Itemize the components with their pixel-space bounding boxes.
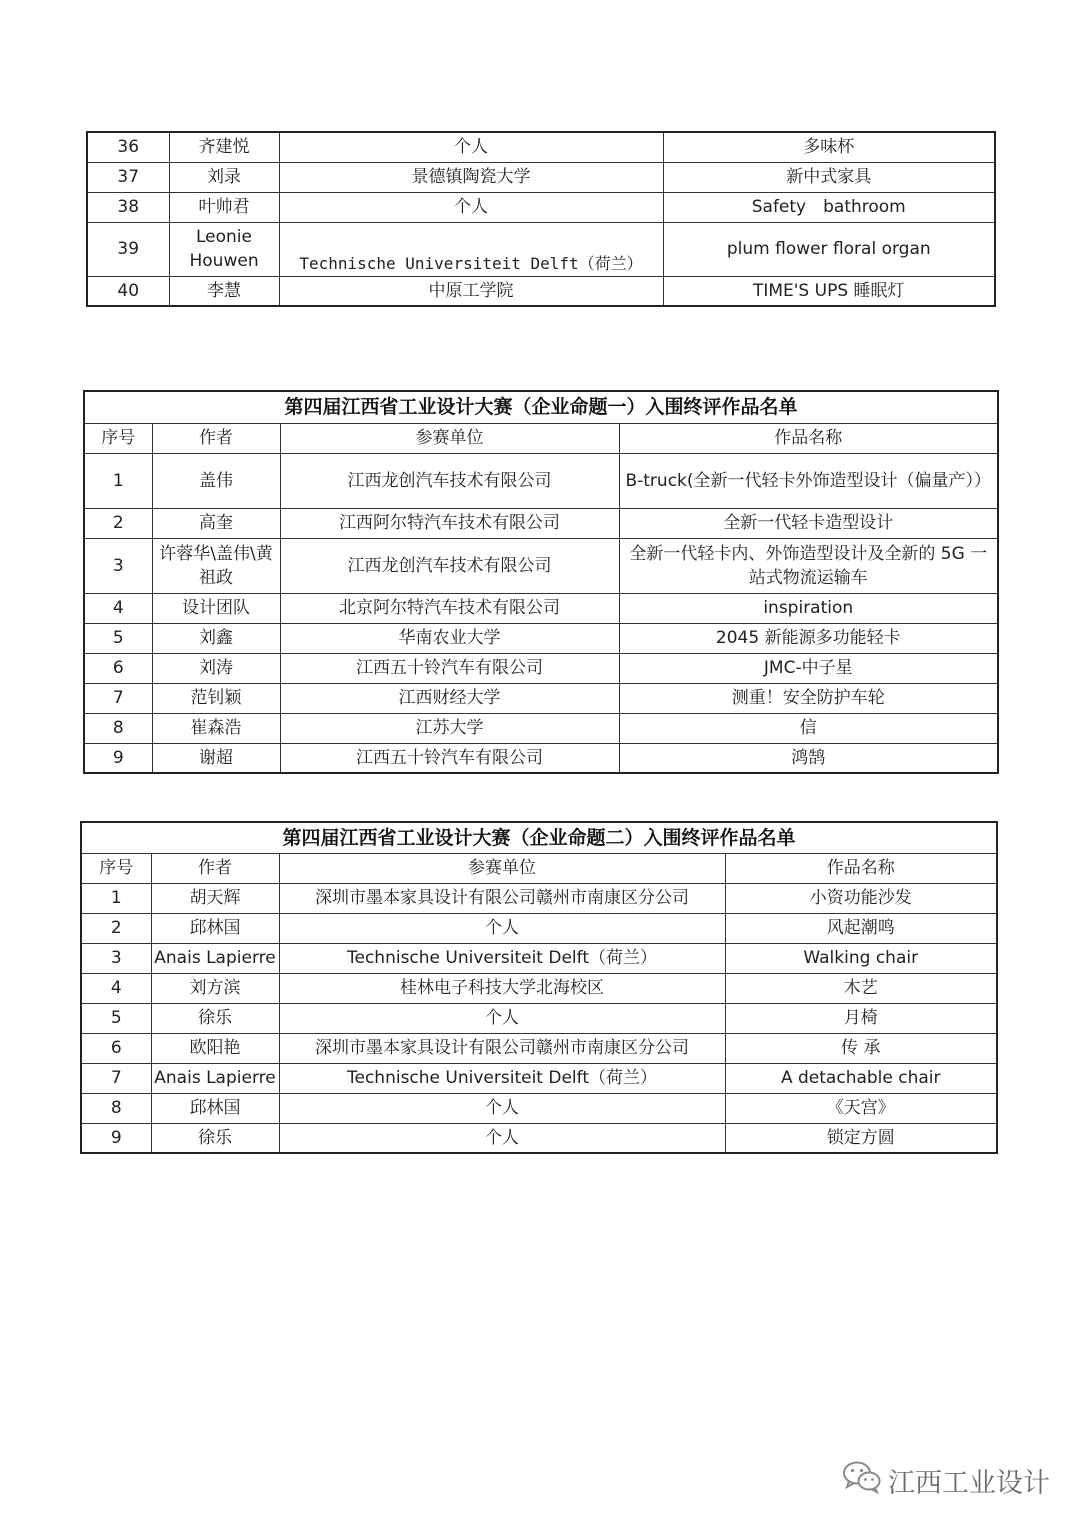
cell-work: 木艺 [725, 973, 997, 1003]
cell-unit: 江西财经大学 [280, 683, 619, 713]
cell-work: 风起潮鸣 [725, 913, 997, 943]
cell-no: 8 [81, 1093, 151, 1123]
cell-author: 刘录 [169, 162, 279, 192]
header-author: 作者 [152, 423, 280, 453]
cell-work: 新中式家具 [663, 162, 995, 192]
cell-work: 鸿鹄 [619, 743, 998, 773]
table-row [87, 192, 995, 222]
cell-unit: 深圳市墨本家具设计有限公司赣州市南康区分公司 [279, 883, 725, 913]
results-table-enterprise-1 [83, 390, 999, 774]
table-row [84, 508, 998, 538]
cell-author: 高奎 [152, 508, 280, 538]
header-unit: 参赛单位 [279, 853, 725, 883]
cell-unit: 江苏大学 [280, 713, 619, 743]
table-header-row [81, 853, 997, 883]
table-row [81, 943, 997, 973]
table-row [87, 222, 995, 276]
table-row [84, 683, 998, 713]
cell-author: 刘涛 [152, 653, 280, 683]
cell-author: 盖伟 [152, 453, 280, 508]
cell-no: 6 [84, 653, 152, 683]
cell-work: 小资功能沙发 [725, 883, 997, 913]
cell-no: 4 [81, 973, 151, 1003]
cell-work: B-truck(全新一代轻卡外饰造型设计（偏量产）） [619, 453, 998, 508]
cell-author: 徐乐 [151, 1003, 279, 1033]
cell-no: 1 [81, 883, 151, 913]
cell-author: Anais Lapierre [151, 1063, 279, 1093]
cell-author: 许蓉华\盖伟\黄祖政 [152, 538, 280, 593]
cell-work: plum flower floral organ [663, 222, 995, 276]
cell-no: 8 [84, 713, 152, 743]
cell-no: 40 [87, 276, 169, 306]
table-row [84, 623, 998, 653]
cell-work: 全新一代轻卡造型设计 [619, 508, 998, 538]
header-work: 作品名称 [619, 423, 998, 453]
table-row [87, 132, 995, 162]
cell-author: 谢超 [152, 743, 280, 773]
cell-unit: 江西龙创汽车技术有限公司 [280, 538, 619, 593]
table-head [81, 822, 997, 883]
table-title-row [84, 391, 998, 423]
cell-author: 齐建悦 [169, 132, 279, 162]
cell-unit: 个人 [279, 1003, 725, 1033]
cell-unit: 个人 [279, 1093, 725, 1123]
cell-no: 7 [84, 683, 152, 713]
table-body [84, 453, 998, 773]
cell-author: 胡天辉 [151, 883, 279, 913]
cell-work: inspiration [619, 593, 998, 623]
table-row [84, 743, 998, 773]
cell-author: 范钊颖 [152, 683, 280, 713]
cell-work: 传 承 [725, 1033, 997, 1063]
table-body [81, 883, 997, 1153]
cell-no: 2 [81, 913, 151, 943]
wechat-icon [842, 1460, 882, 1501]
table-row [81, 1003, 997, 1033]
cell-no: 9 [84, 743, 152, 773]
cell-work: TIME'S UPS 睡眠灯 [663, 276, 995, 306]
table-row [81, 1093, 997, 1123]
table-header-row [84, 423, 998, 453]
cell-author: 叶帅君 [169, 192, 279, 222]
cell-work: A detachable chair [725, 1063, 997, 1093]
table-row [87, 276, 995, 306]
cell-author: 崔森浩 [152, 713, 280, 743]
cell-work: 2045 新能源多功能轻卡 [619, 623, 998, 653]
cell-work: JMC-中子星 [619, 653, 998, 683]
cell-author: Anais Lapierre [151, 943, 279, 973]
table-row [81, 913, 997, 943]
cell-work: 全新一代轻卡内、外饰造型设计及全新的 5G 一站式物流运输车 [619, 538, 998, 593]
header-work: 作品名称 [725, 853, 997, 883]
cell-no: 3 [81, 943, 151, 973]
cell-unit: 江西五十铃汽车有限公司 [280, 653, 619, 683]
table-row [81, 973, 997, 1003]
cell-no: 9 [81, 1123, 151, 1153]
watermark-text: 江西工业设计 [888, 1467, 1050, 1499]
header-no: 序号 [84, 423, 152, 453]
cell-unit: 个人 [279, 132, 663, 162]
cell-author: 欧阳艳 [151, 1033, 279, 1063]
cell-unit: 个人 [279, 1123, 725, 1153]
cell-work: 多味杯 [663, 132, 995, 162]
cell-unit: 北京阿尔特汽车技术有限公司 [280, 593, 619, 623]
table-row [84, 538, 998, 593]
cell-author: 刘方滨 [151, 973, 279, 1003]
cell-work: Safety bathroom [663, 192, 995, 222]
cell-no: 5 [81, 1003, 151, 1033]
cell-work: 月椅 [725, 1003, 997, 1033]
header-no: 序号 [81, 853, 151, 883]
table-title: 第四届江西省工业设计大赛（企业命题二）入围终评作品名单 [81, 822, 997, 853]
cell-unit: 个人 [279, 913, 725, 943]
cell-unit: 深圳市墨本家具设计有限公司赣州市南康区分公司 [279, 1033, 725, 1063]
cell-author: 徐乐 [151, 1123, 279, 1153]
cell-unit: 中原工学院 [279, 276, 663, 306]
cell-author: 邱林国 [151, 913, 279, 943]
cell-work: 信 [619, 713, 998, 743]
table-row [84, 593, 998, 623]
results-table-continued [86, 131, 996, 307]
table-row [81, 1063, 997, 1093]
cell-no: 38 [87, 192, 169, 222]
cell-unit: Technische Universiteit Delft（荷兰） [279, 222, 663, 276]
cell-no: 3 [84, 538, 152, 593]
cell-no: 6 [81, 1033, 151, 1063]
cell-author: 李慧 [169, 276, 279, 306]
cell-unit: 江西龙创汽车技术有限公司 [280, 453, 619, 508]
cell-author: 邱林国 [151, 1093, 279, 1123]
watermark [842, 1460, 1050, 1500]
cell-work: 测重！安全防护车轮 [619, 683, 998, 713]
results-table-enterprise-2 [80, 821, 998, 1154]
cell-no: 7 [81, 1063, 151, 1093]
table-body [87, 132, 995, 306]
cell-no: 2 [84, 508, 152, 538]
header-author: 作者 [151, 853, 279, 883]
table-title: 第四届江西省工业设计大赛（企业命题一）入围终评作品名单 [84, 391, 998, 423]
cell-author: 设计团队 [152, 593, 280, 623]
cell-unit: Technische Universiteit Delft（荷兰） [279, 1063, 725, 1093]
cell-unit: 个人 [279, 192, 663, 222]
header-unit: 参赛单位 [280, 423, 619, 453]
cell-work: 锁定方圆 [725, 1123, 997, 1153]
cell-no: 5 [84, 623, 152, 653]
table-row [81, 883, 997, 913]
table-row [84, 453, 998, 508]
table-title-row [81, 822, 997, 853]
cell-no: 39 [87, 222, 169, 276]
table-row [87, 162, 995, 192]
cell-author: 刘鑫 [152, 623, 280, 653]
table-head [84, 391, 998, 453]
cell-unit: 桂林电子科技大学北海校区 [279, 973, 725, 1003]
cell-unit: 华南农业大学 [280, 623, 619, 653]
table-row [81, 1123, 997, 1153]
cell-unit: 景德镇陶瓷大学 [279, 162, 663, 192]
cell-unit: 江西阿尔特汽车技术有限公司 [280, 508, 619, 538]
table-row [84, 653, 998, 683]
cell-work: Walking chair [725, 943, 997, 973]
table-row [84, 713, 998, 743]
cell-no: 1 [84, 453, 152, 508]
cell-no: 37 [87, 162, 169, 192]
cell-no: 36 [87, 132, 169, 162]
cell-no: 4 [84, 593, 152, 623]
table-row [81, 1033, 997, 1063]
cell-unit: 江西五十铃汽车有限公司 [280, 743, 619, 773]
cell-unit: Technische Universiteit Delft（荷兰） [279, 943, 725, 973]
cell-work: 《天宫》 [725, 1093, 997, 1123]
cell-author: Leonie Houwen [169, 222, 279, 276]
